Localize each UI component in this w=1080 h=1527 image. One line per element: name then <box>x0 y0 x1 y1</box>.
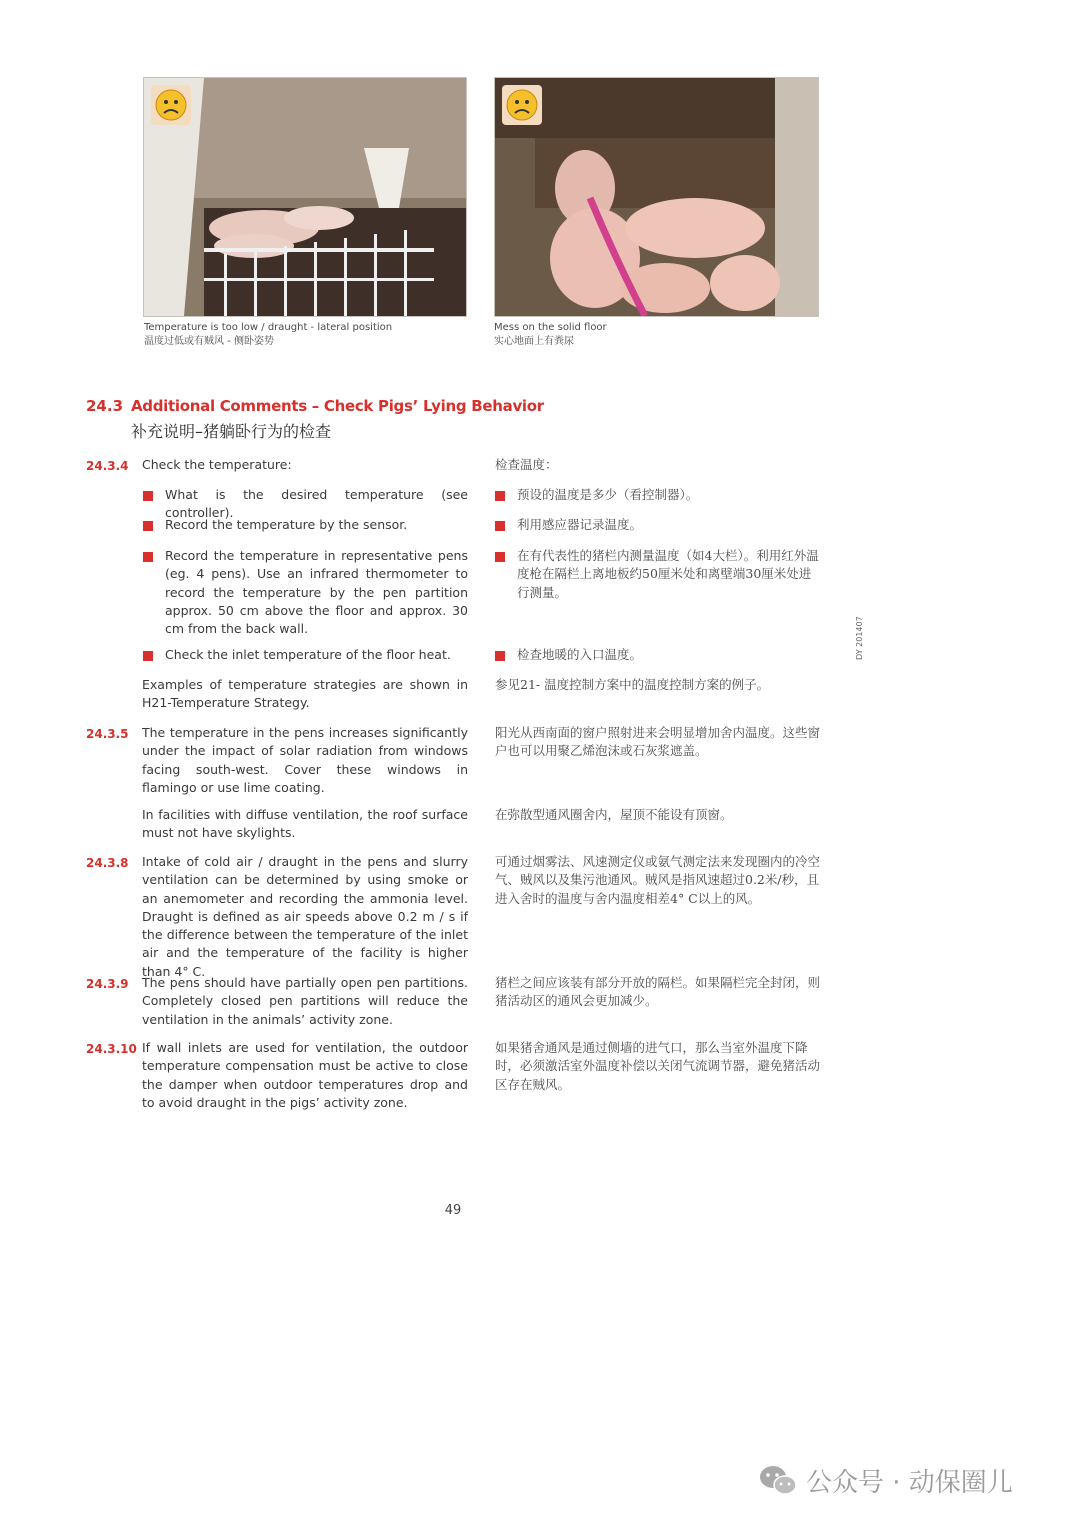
watermark-footer <box>758 1462 1013 1499</box>
bullet-marker <box>495 491 505 501</box>
bullet-marker <box>143 521 153 531</box>
bullet-text-zh: 预设的温度是多少（看控制器）。 <box>517 487 699 502</box>
bullet-text-en: Record the temperature in representative pens (eg. 4 pens). Use an infrared thermometer to record the temperature by the pen partition approx. 50 cm above the floor and approx. 30 cm from the back wall. <box>165 548 468 637</box>
item-text-en: Check the temperature: <box>142 457 292 472</box>
bullet-marker <box>143 552 153 562</box>
sad-face-icon <box>151 85 191 125</box>
item-text-en: The pens should have partially open pen partitions. Completely closed pen partitions will reduce the ventilation in the animals’ activity zone. <box>142 975 468 1027</box>
item-text-en: Intake of cold air / draught in the pens and slurry ventilation can be determined by using smoke or an anemometer and recording the ammonia level. Draught is defined as air speeds above 0.2 m / s if the difference between the temperature of the inlet air and the temperature of the facility is higher than 4° C. <box>142 854 468 979</box>
pen-photo-image <box>495 78 818 316</box>
item-text-zh: 可通过烟雾法、风速测定仪或氨气测定法来发现圈内的冷空气、贼风以及集污池通风。贼风是指风速超过0.2米/秒，且进入舍时的温度与舍内温度相差4° C以上的风。 <box>495 854 821 906</box>
side-code <box>848 602 868 662</box>
bullet-text-en: Record the temperature by the sensor. <box>165 517 408 532</box>
item-number: 24.3.9 <box>86 977 129 991</box>
section-number: 24.3 <box>86 397 124 415</box>
bullet-text-zh: 在有代表性的猪栏内测量温度（如4大栏）。利用红外温度枪在隔栏上离地板约50厘米处和离壁端30厘米处进行测量。 <box>517 548 819 600</box>
photo-lying-pigs <box>143 77 467 317</box>
item-text-en: The temperature in the pens increases significantly under the impact of solar radiation from windows facing south-west. Cover these windows in flamingo or use lime coating. <box>142 725 468 795</box>
pen-photo-image <box>144 78 466 316</box>
sad-face-badge <box>502 85 542 125</box>
photo-1-caption <box>144 321 392 349</box>
item-number: 24.3.4 <box>86 459 129 473</box>
item-text-zh: 猪栏之间应该装有部分开放的隔栏。如果隔栏完全封闭，则猪活动区的通风会更加减少。 <box>495 975 821 1009</box>
item-number: 24.3.5 <box>86 727 129 741</box>
bullet-text-en: Check the inlet temperature of the floor heat. <box>165 647 451 662</box>
bullet-text-zh: 利用感应器记录温度。 <box>517 517 643 532</box>
photo-2-caption-zh: 实心地面上有粪尿 <box>494 336 574 347</box>
sad-face-icon <box>502 85 542 125</box>
section-title-en: Additional Comments – Check Pigs’ Lying Behavior <box>131 397 544 415</box>
paragraph-en: Examples of temperature strategies are shown in H21-Temperature Strategy. <box>142 677 468 711</box>
section-title-zh: 补充说明–猪躺卧行为的检查 <box>131 422 332 441</box>
photo-solid-floor <box>494 77 819 317</box>
bullet-marker <box>495 521 505 531</box>
bullet-marker <box>143 491 153 501</box>
bullet-text-zh: 检查地暖的入口温度。 <box>517 647 643 662</box>
sad-face-badge <box>151 85 191 125</box>
wechat-icon <box>758 1464 798 1498</box>
bullet-text-en: What is the desired temperature (see controller). <box>165 487 468 521</box>
paragraph-zh: 在弥散型通风圈舍内，屋顶不能设有顶窗。 <box>495 807 733 822</box>
paragraph-en: In facilities with diffuse ventilation, the roof surface must not have skylights. <box>142 807 468 841</box>
photo-1-caption-en: Temperature is too low / draught - lateral position <box>144 322 393 333</box>
item-text-zh: 阳光从西南面的窗户照射进来会明显增加舍内温度。这些窗户也可以用聚乙烯泡沫或石灰浆遮盖。 <box>495 725 821 759</box>
photo-2-caption-en: Mess on the solid floor <box>494 322 607 333</box>
bullet-marker <box>143 651 153 661</box>
item-number: 24.3.8 <box>86 856 129 870</box>
item-text-zh: 检查温度： <box>495 457 558 472</box>
side-code-text: DY 201407 <box>855 616 864 660</box>
page-number: 49 <box>444 1203 462 1218</box>
item-text-en: If wall inlets are used for ventilation, the outdoor temperature compensation must be active to close the damper when outdoor temperatures drop and to avoid draught in the pigs’ activity zone. <box>142 1040 468 1110</box>
paragraph-zh: 参见21- 温度控制方案中的温度控制方案的例子。 <box>495 677 770 692</box>
photo-1-caption-zh: 温度过低或有贼风 - 侧卧姿势 <box>144 336 274 347</box>
watermark-text: 公众号 · 动保圈儿 <box>806 1468 1013 1498</box>
item-number: 24.3.10 <box>86 1042 137 1056</box>
bullet-marker <box>495 552 505 562</box>
photo-2-caption <box>494 321 607 349</box>
bullet-marker <box>495 651 505 661</box>
item-text-zh: 如果猪舍通风是通过侧墙的进气口，那么当室外温度下降时，必须激活室外温度补偿以关闭气流调节器，避免猪活动区存在贼风。 <box>495 1040 821 1092</box>
